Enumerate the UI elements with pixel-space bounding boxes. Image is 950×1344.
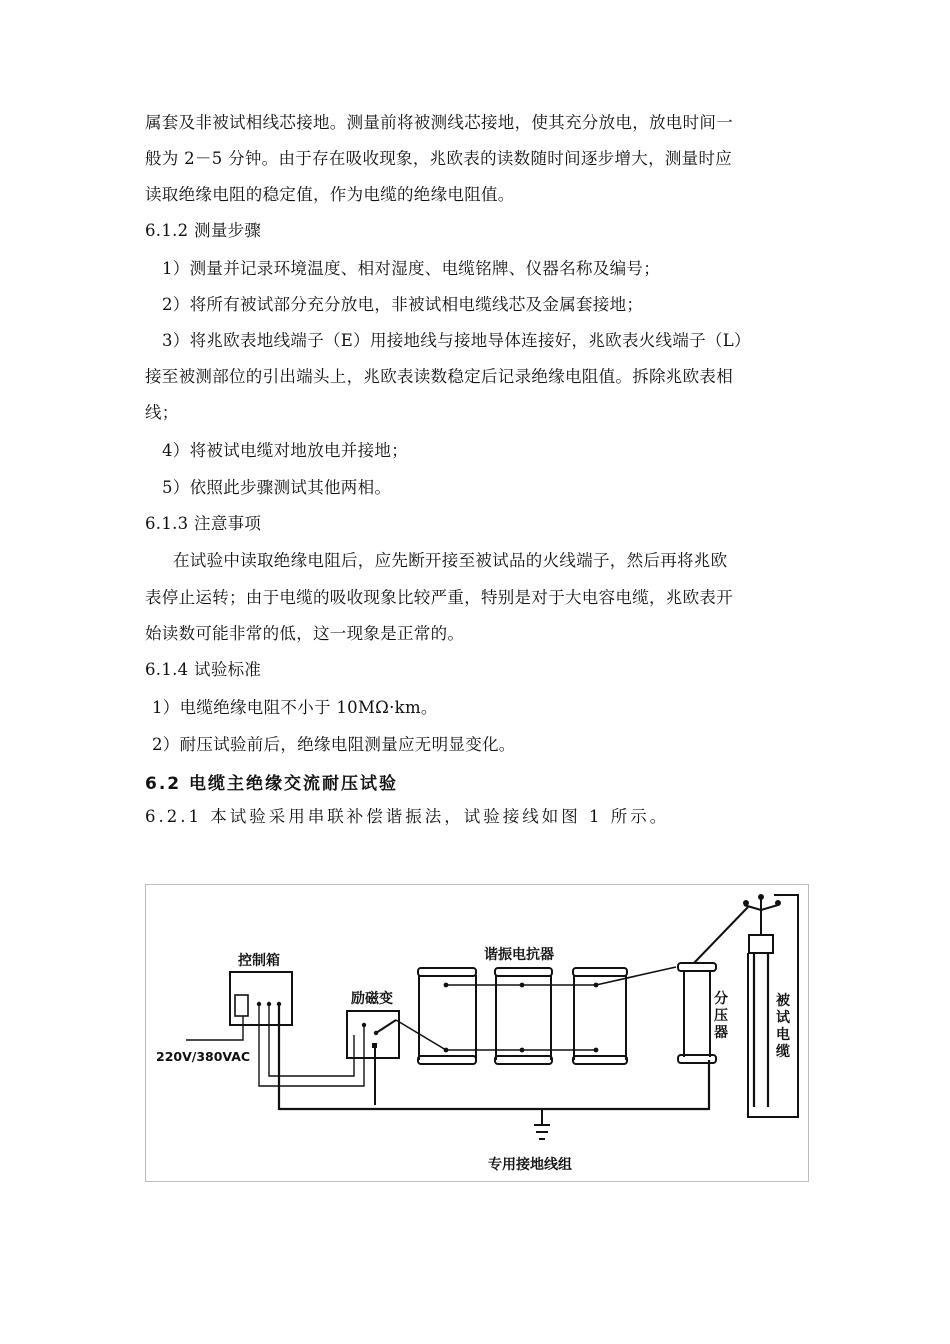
divider-cap [678,963,716,971]
cable-fork [761,905,778,910]
control-box-label: 控制箱 [238,953,280,969]
terminal-dot [257,1002,261,1006]
ground-label: 专用接地线组 [488,1157,572,1173]
wiring-diagram-svg [146,885,808,1181]
node-dot [444,983,449,988]
section-heading-612: 6.1.2 测量步骤 [145,221,262,240]
node-dot [594,983,599,988]
reactor-base [495,1056,552,1064]
standard-item: 2）耐压试验前后，绝缘电阻测量应无明显变化。 [152,735,516,754]
section-heading-62: 6.2 电缆主绝缘交流耐压试验 [145,774,399,794]
paragraph-line: 表停止运转；由于电缆的吸收现象比较严重，特别是对于大电容电缆，兆欧表开 [145,588,733,607]
step-item: 4）将被试电缆对地放电并接地； [162,441,408,460]
standard-item: 1）电缆绝缘电阻不小于 10MΩ·km。 [152,698,438,717]
paragraph-line: 般为 2－5 分钟。由于存在吸收现象，兆欧表的读数随时间逐步增大，测量时应 [145,149,733,168]
exciter-switch-arm [376,1020,396,1033]
step-item: 2）将所有被试部分充分放电，非被试相电缆线芯及金属套接地； [162,295,644,314]
node-dot [594,1048,599,1053]
cable-lead-dot [743,900,749,906]
reactor-base [418,1056,476,1064]
paragraph-line: 属套及非被试相线芯接地。测量前将被测线芯接地，使其充分放电，放电时间一 [145,113,733,132]
terminal-dot [277,1002,281,1006]
node-dot [520,983,525,988]
wire-ctrl-exciter-2 [269,1004,354,1076]
section-heading-614: 6.1.4 试验标准 [145,660,262,679]
reactor-cap [418,968,476,976]
paragraph-line: 在试验中读取绝缘电阻后，应先断开接至被试品的火线端子，然后再将兆欧 [173,551,728,570]
wire-ctrl-exciter-1 [259,1004,364,1086]
ground-bus [279,1004,709,1109]
node-dot [444,1048,449,1053]
divider-label: 分 压 器 [714,991,728,1041]
step-item: 3）将兆欧表地线端子（E）用接地线与接地导体连接好，兆欧表火线端子（L） [162,331,751,350]
step-item-continuation: 线； [145,403,179,422]
paragraph-line: 读取绝缘电阻的稳定值，作为电缆的绝缘电阻值。 [145,185,515,204]
reactor-cap [495,968,552,976]
exciter-box [347,1011,399,1058]
cable-label: 被 试 电 缆 [776,993,790,1060]
step-item: 1）测量并记录环境温度、相对湿度、电缆铭牌、仪器名称及编号； [162,259,660,278]
step-item-continuation: 接至被测部位的引出端头上，兆欧表读数稳定后记录绝缘电阻值。拆除兆欧表相 [145,367,733,386]
reactor-base [573,1056,627,1064]
paragraph-line: 始读数可能非常的低，这一现象是正常的。 [145,624,465,643]
control-box [230,972,292,1025]
wiring-diagram [145,884,809,1182]
section-heading-613: 6.1.3 注意事项 [145,514,262,533]
step-item: 5）依照此步骤测试其他两相。 [162,478,392,497]
supply-wire [186,1016,243,1040]
cable-lead-dot [758,894,764,900]
cable-terminal [749,935,773,953]
terminal-dot [362,1023,366,1027]
reactor-cap [573,968,627,976]
terminal-block [372,1043,377,1048]
exciter-label: 励磁变 [351,991,393,1007]
supply-label: 220V/380VAC [156,1049,251,1064]
terminal-dot [267,1002,271,1006]
exciter-to-reactor-wire [396,1020,446,1050]
paragraph-621: 6.2.1 本试验采用串联补偿谐振法，试验接线如图 1 所示。 [145,807,670,826]
terminal-dot [374,1031,378,1035]
node-dot [520,1048,525,1053]
divider-to-cable-wire [694,907,748,963]
control-box-switch [235,995,248,1016]
reactor-label: 谐振电抗器 [484,947,554,963]
cable-lead-dot [775,900,781,906]
